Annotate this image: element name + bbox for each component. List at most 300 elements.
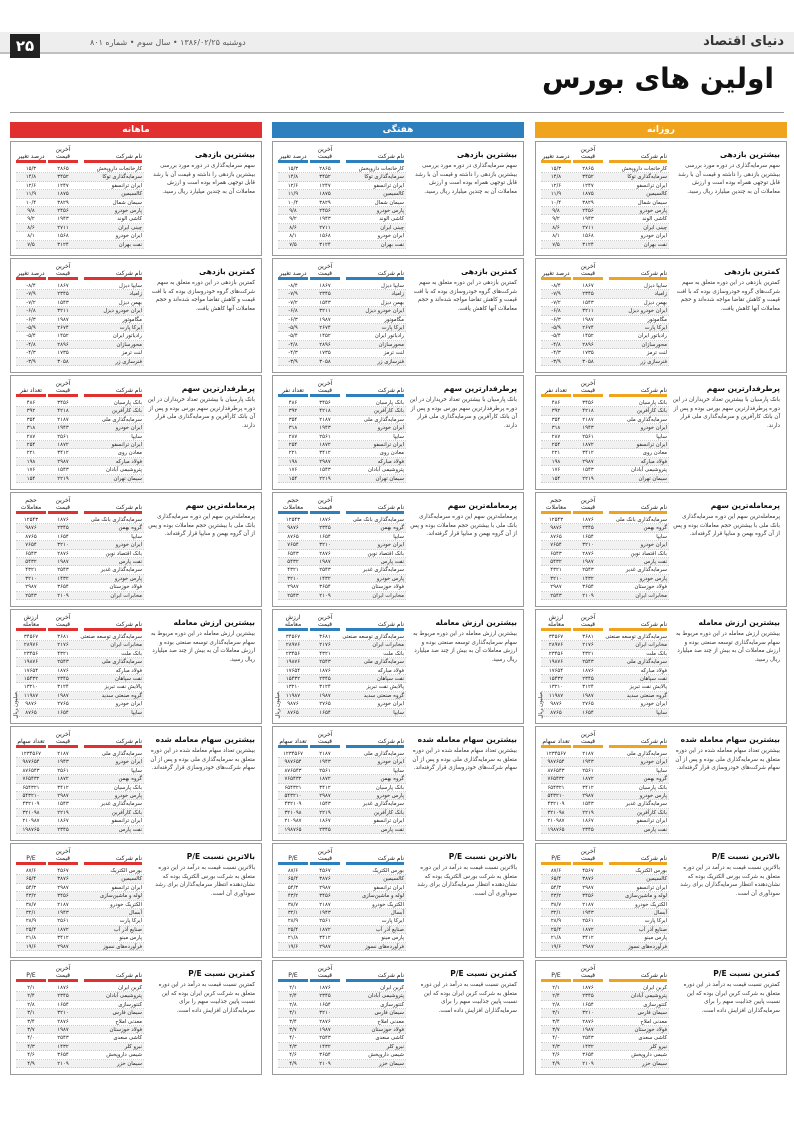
table-cell: ۱۴۳۲	[319, 1043, 331, 1050]
column-label: آخرین قیمت	[310, 848, 340, 865]
table-cell: ۱۹/۶	[550, 943, 562, 950]
table-cell: ایران خودرو	[377, 701, 404, 708]
table-cell: -۳/۹	[26, 358, 36, 365]
section-body: کمترین بازدهی در این دوره متعلق به سهم شرکت‌های گروه خودروسازی بوده که با افت قیمت و کاهش تقاضا مواجه شده‌اند و حجم معاملات آنها کاهش یافت.	[413, 280, 517, 312]
stat-table	[541, 263, 669, 366]
table-cell: ۶۵۴۳	[287, 550, 299, 557]
table-cell: ۸۷۶۵	[25, 533, 37, 540]
column-label: آخرین قیمت	[48, 263, 78, 280]
table-cell: مخابرات ایران	[372, 592, 404, 599]
table-cell: ۲۳۴۵	[57, 993, 69, 1000]
stat-card	[10, 609, 262, 724]
unit-note: میلیون ریال	[538, 692, 544, 719]
table-cell: ۷۶۵۴	[550, 542, 562, 549]
table-cell: ۲۸۶۵	[319, 166, 331, 172]
table-cell: بانک اقتصاد نوین	[630, 550, 667, 557]
stat-card	[272, 141, 524, 256]
table-cell: ۱۹۴۳	[319, 425, 331, 432]
table-cell: معدنی املاح	[377, 1018, 404, 1025]
table-cell: سیمان شمال	[112, 199, 142, 206]
table-cell: ۳/۷	[27, 1026, 35, 1033]
table-cell: ۲۱۸۷	[319, 751, 331, 757]
table-cell: ۲۹۸۷	[319, 792, 331, 799]
table-cell: پارس مینو	[381, 935, 404, 942]
table-cell: ۳۲۱۰۹۸	[284, 809, 302, 816]
table-cell: ۲۱۰۹	[57, 592, 69, 599]
table-header	[16, 848, 144, 867]
table-cell: سیمان شمال	[374, 199, 404, 206]
table-cell: ۲/۸	[27, 1001, 35, 1008]
table-cell: -۶/۸	[288, 308, 298, 315]
table-row	[541, 575, 669, 583]
table-row	[541, 416, 669, 424]
table-row	[541, 466, 669, 474]
column-label: تعداد سهام	[541, 738, 571, 748]
section-title: بیشترین بازدهی	[195, 150, 255, 159]
table-cell: ۳/۱	[27, 1010, 35, 1017]
table-row	[278, 575, 406, 583]
table-row	[278, 441, 406, 449]
table-cell: ۱۴/۸	[550, 174, 562, 181]
table-row	[541, 800, 669, 808]
table-cell: ۸۷/۶	[287, 868, 299, 874]
column-1	[535, 122, 787, 1122]
table-cell: ۱۱/۹	[550, 191, 562, 198]
table-cell: سیمان تهران	[113, 475, 142, 482]
table-cell: ۱۲۵۴۳	[23, 517, 39, 523]
table-cell: ۳۱۲۴	[57, 684, 69, 691]
table-cell: ۴۳۲۱	[25, 567, 37, 574]
table-row	[16, 458, 144, 466]
table-cell: بورس الکتریک	[372, 868, 404, 874]
table-cell: ۲۵۴	[26, 441, 36, 448]
column-label: حجم معاملات	[541, 497, 571, 514]
table-row	[278, 700, 406, 708]
stat-table	[278, 497, 406, 600]
table-cell: ۲۱۰۹	[319, 1060, 331, 1067]
table-cell: ۹/۸	[289, 207, 297, 214]
section-title: بیشترین بازدهی	[720, 150, 780, 159]
table-row	[16, 1060, 144, 1068]
table-header	[16, 146, 144, 165]
table-cell: ۲۵۶۱	[582, 433, 594, 440]
table-cell: ۱۹۴۳	[57, 909, 69, 916]
section-body: سهم سرمایه‌گذاری در دوره مورد بررسی بیشترین بازدهی را داشته و قیمت آن با رشد قابل توجهی همراه بوده است و ارزش معاملات آن به چندین میلیارد ریال رسید.	[678, 163, 780, 195]
table-cell: سرمایه‌گذاری ملی	[363, 416, 404, 423]
section-description	[409, 735, 517, 773]
table-cell: ۲۳۴۵	[319, 525, 331, 532]
table-cell: ۱۵۶۸	[57, 233, 69, 240]
table-cell: سیمان خزر	[378, 1060, 404, 1067]
column-label: ارزش معامله	[16, 614, 46, 631]
table-row	[16, 541, 144, 549]
table-cell: ۴۵۶۷	[57, 868, 69, 874]
table-cell: ۱۵۴۳۲	[23, 675, 39, 682]
table-cell: ۲۵۶۱	[582, 918, 594, 925]
table-cell: بانک کارآفرین	[373, 408, 404, 415]
table-cell: ۲۹۸۷	[25, 584, 37, 591]
table-cell: گروه بهمن	[643, 525, 667, 532]
section-description	[672, 267, 780, 313]
table-cell: نفت بهران	[118, 241, 142, 248]
table-cell: ۸۷۶۵	[287, 533, 299, 540]
table-row	[16, 934, 144, 942]
table-cell: ۲۸۷	[551, 433, 561, 440]
table-cell: ایران ترانسفو	[373, 182, 404, 189]
table-cell: ۴/۳	[552, 1043, 560, 1050]
table-row	[16, 633, 144, 641]
table-cell: ۵۴۳۲	[25, 558, 37, 565]
table-row	[16, 817, 144, 825]
table-row	[278, 1051, 406, 1059]
table-header	[278, 848, 406, 867]
column-label: تعداد سهام	[278, 738, 308, 748]
stat-card	[535, 843, 787, 958]
table-cell: پتروشیمی آبادان	[367, 993, 404, 1000]
table-cell: ایران ترانسفو	[636, 818, 667, 825]
table-row	[16, 658, 144, 666]
table-cell: نفت پارس	[643, 558, 667, 565]
table-cell: ۹۸۷۶	[287, 701, 299, 708]
table-row	[278, 524, 406, 532]
table-cell: ۳۲۱۱	[582, 308, 594, 315]
table-row	[278, 658, 406, 666]
table-cell: ایرکا پارت	[119, 324, 142, 331]
table-cell: ۳۲۱۰	[319, 542, 331, 549]
table-cell: مگاموتور	[122, 316, 142, 323]
table-cell: ۱۸۷۶	[319, 985, 331, 991]
table-cell: ۲۲۱	[26, 450, 36, 457]
stat-table	[16, 497, 144, 600]
section-body: سهم سرمایه‌گذاری در دوره مورد بررسی بیشترین بازدهی را داشته و قیمت آن با رشد قابل توجهی همراه بوده است و ارزش معاملات آن به چندین میلیارد ریال رسید.	[153, 163, 255, 195]
table-cell: ۱۹۸	[551, 458, 561, 465]
table-row	[541, 641, 669, 649]
table-cell: سرمایه‌گذاری غدیر	[625, 567, 667, 574]
section-body: سهم سرمایه‌گذاری در دوره مورد بررسی بیشترین بازدهی را داشته و قیمت آن با رشد قابل توجهی همراه بوده است و ارزش معاملات آن به چندین میلیارد ریال رسید.	[415, 163, 517, 195]
table-cell: فنرسازی زر	[640, 358, 667, 365]
table-cell: ۳۴۵۶۷	[23, 634, 39, 640]
table-cell: ۷/۵	[552, 241, 560, 248]
table-row	[16, 424, 144, 432]
column-label: نام شرکت	[84, 621, 142, 631]
table-cell: ۱۱۹۸۷	[285, 692, 301, 699]
table-row	[278, 784, 406, 792]
table-row	[278, 399, 406, 407]
table-cell: ۵۴/۳	[550, 884, 562, 891]
table-cell: ایران خودرو	[115, 759, 142, 766]
table-cell: ۱۸۷۲	[319, 776, 331, 783]
table-cell: ۱۸۷۲	[319, 441, 331, 448]
stat-table	[278, 263, 406, 366]
column-label: P/E	[16, 855, 46, 865]
table-cell: ایران ترانسفو	[111, 441, 142, 448]
stat-table	[541, 848, 669, 951]
table-cell: لنت ترمز	[121, 350, 142, 357]
table-row	[16, 901, 144, 909]
table-cell: نفت پارس	[118, 558, 142, 565]
table-header	[16, 263, 144, 282]
stat-table	[16, 848, 144, 951]
table-cell: ۲۸۹۶	[57, 341, 69, 348]
table-cell: فنرسازی زر	[377, 358, 404, 365]
table-row	[278, 1018, 406, 1026]
table-header	[278, 731, 406, 750]
table-cell: فولاد مبارکه	[377, 667, 404, 674]
table-cell: ۲۸۶۵	[582, 166, 594, 172]
table-cell: ۳۱۲۴	[582, 241, 594, 248]
table-row	[278, 750, 406, 758]
table-cell: ۳۸۲۹	[582, 199, 594, 206]
column-label: آخرین قیمت	[48, 848, 78, 865]
table-row	[278, 349, 406, 357]
table-cell: چینی ایران	[118, 224, 142, 231]
table-row	[541, 943, 669, 951]
table-cell: ۲۵۴۳	[582, 659, 594, 666]
table-cell: پارس خودرو	[376, 792, 404, 799]
table-cell: ۲۴۵۶	[319, 207, 331, 214]
table-cell: ۳۰۵۸	[319, 358, 331, 365]
table-cell: ۳۱۲۴	[582, 684, 594, 691]
table-cell: ایران ترانسفو	[636, 441, 667, 448]
table-cell: ۲۶۷۴	[57, 324, 69, 331]
table-row	[278, 307, 406, 315]
table-cell: ۲۳۴۵	[582, 525, 594, 532]
section-title: بیشترین سهام معامله شده	[680, 735, 780, 744]
table-cell: کاشی سعدی	[375, 1035, 404, 1042]
table-row	[541, 566, 669, 574]
section-description	[147, 852, 255, 898]
section-title: کمترین نسبت P/E	[713, 969, 780, 978]
table-cell: ۵۴۳۲۱۰	[547, 792, 565, 799]
table-row	[541, 182, 669, 190]
column-label: درصد تغییر	[16, 270, 46, 280]
table-cell: فرآورده‌های نسوز	[628, 943, 667, 950]
table-cell: ۴/۶	[289, 1052, 297, 1059]
table-cell: ۳۲/۱	[25, 909, 37, 916]
table-cell: ایران خودرو	[640, 542, 667, 549]
section-title: پرمعامله‌ترین سهم	[185, 501, 255, 510]
stat-card	[272, 492, 524, 607]
table-cell: ۲۸/۹	[287, 918, 299, 925]
table-cell: ۱۷۶۵۴	[285, 667, 301, 674]
column-label: آخرین قیمت	[573, 614, 603, 631]
table-cell: -۵/۹	[26, 324, 36, 331]
table-row	[278, 992, 406, 1000]
table-cell: ۲۵۴۳	[319, 659, 331, 666]
table-cell: ۱۹/۶	[25, 943, 37, 950]
table-cell: ۱۲۵۴۳	[548, 517, 564, 523]
table-cell: ۳۹۲	[288, 408, 298, 415]
table-row	[16, 299, 144, 307]
table-cell: ۱۵/۳	[287, 166, 299, 172]
section-description	[147, 969, 255, 1015]
table-row	[16, 1026, 144, 1034]
table-cell: لوله و ماشین‌سازی	[624, 893, 667, 900]
table-row	[16, 190, 144, 198]
table-cell: ۳/۱	[289, 1010, 297, 1017]
table-cell: ۳۲۱۰۹۸	[22, 809, 40, 816]
table-cell: ۴۸۶	[551, 400, 561, 406]
table-cell: ۱۹۸۷	[57, 692, 69, 699]
table-cell: -۷/۲	[288, 299, 298, 306]
table-cell: ایران خودرو	[377, 542, 404, 549]
table-cell: سرمایه‌گذاری ملی	[626, 751, 667, 757]
column-label: P/E	[278, 972, 308, 982]
table-cell: ایران ترانسفو	[373, 884, 404, 891]
table-cell: ۴/۶	[27, 1052, 35, 1059]
table-cell: ۴۳۲۱	[57, 650, 69, 657]
table-cell: سرمایه‌گذاری بانک ملی	[352, 517, 404, 523]
table-row	[541, 458, 669, 466]
table-cell: سرمایه‌گذاری ملی	[363, 751, 404, 757]
table-cell: ۱۹۸	[288, 458, 298, 465]
table-row	[278, 407, 406, 415]
table-cell: کالسیمین	[383, 191, 404, 198]
stat-table	[541, 965, 669, 1068]
table-row	[541, 341, 669, 349]
table-cell: ۱۱۹۸۷	[548, 692, 564, 699]
table-cell: گروه بهمن	[118, 776, 142, 783]
table-cell: ۱۹۴۳	[57, 759, 69, 766]
table-row	[541, 700, 669, 708]
table-row	[278, 550, 406, 558]
table-row	[278, 1043, 406, 1051]
table-cell: بانک ملت	[646, 650, 667, 657]
table-cell: ۱۵۴	[551, 475, 561, 482]
stat-card	[272, 726, 524, 841]
column-label: درصد تغییر	[541, 153, 571, 163]
table-row	[278, 1060, 406, 1068]
section-title: بیشترین ارزش معامله	[698, 618, 780, 627]
table-cell: سایپا دیزل	[643, 283, 667, 289]
table-cell: زامیاد	[654, 291, 667, 298]
table-row	[16, 1034, 144, 1042]
column-label: P/E	[278, 855, 308, 865]
section-body: پرمعامله‌ترین سهم این دوره سرمایه‌گذاری بانک ملی با بیشترین حجم معاملات بوده و پس از آن گروه بهمن و سایپا قرار گرفته‌اند.	[410, 514, 517, 537]
table-cell: -۷/۹	[551, 291, 561, 298]
table-cell: ۱۱۹۸۷	[23, 692, 39, 699]
table-cell: ایران خودرو	[377, 233, 404, 240]
table-cell: ۳۱۲۴	[319, 241, 331, 248]
table-cell: ۱۷۶	[551, 467, 561, 474]
table-cell: ۲۸۹۶	[319, 341, 331, 348]
table-cell: ۳۴۱۲	[319, 935, 331, 942]
table-row	[541, 884, 669, 892]
table-row	[541, 424, 669, 432]
table-cell: پتروشیمی آبادان	[367, 467, 404, 474]
table-cell: ۳۲۱۰	[582, 1010, 594, 1017]
column-label: آخرین قیمت	[310, 263, 340, 280]
table-row	[541, 207, 669, 215]
table-cell: سرمایه‌گذاری بانک ملی	[90, 517, 142, 523]
table-cell: ۱۸۷۶	[57, 985, 69, 991]
table-cell: ایران خودرو	[640, 425, 667, 432]
column-label: نام شرکت	[346, 387, 404, 397]
table-row	[278, 826, 406, 834]
table-row	[541, 934, 669, 942]
table-row	[16, 224, 144, 232]
table-cell: ایرکا پارت	[381, 324, 404, 331]
column-label: درصد تغییر	[541, 270, 571, 280]
table-row	[541, 683, 669, 691]
table-row	[278, 884, 406, 892]
table-cell: ۳۹۲	[551, 408, 561, 415]
section-description	[672, 384, 780, 430]
table-cell: ۱۷۳۵	[319, 350, 331, 357]
column-label: ارزش معامله	[278, 614, 308, 631]
table-cell: ۴/۹	[552, 1060, 560, 1067]
table-row	[16, 433, 144, 441]
table-cell: ۲۸۹۷۶	[285, 642, 301, 649]
table-cell: محورسازان	[116, 341, 142, 348]
table-cell: ۱۷۳۵	[582, 350, 594, 357]
table-cell: ۱۶۵۴	[319, 709, 331, 716]
table-cell: ۲۲۱۹	[582, 475, 594, 482]
table-cell: ۳۴۵۶	[319, 893, 331, 900]
table-row	[541, 1001, 669, 1009]
table-row	[541, 750, 669, 758]
table-cell: کالسیمین	[383, 876, 404, 883]
table-row	[278, 232, 406, 240]
table-cell: ۳۰۵۸	[582, 358, 594, 365]
stat-table	[16, 731, 144, 834]
column-label: نام شرکت	[346, 855, 404, 865]
table-row	[16, 182, 144, 190]
table-cell: نفت سپاهان	[115, 675, 142, 682]
table-cell: ۱۶۵۴	[319, 533, 331, 540]
table-cell: صنایع آذر آب	[375, 926, 404, 933]
table-cell: رادیاتور ایران	[374, 333, 404, 340]
section-description	[147, 501, 255, 539]
table-cell: ۹۸۷۶	[25, 525, 37, 532]
table-cell: صنایع آذر آب	[113, 926, 142, 933]
table-row	[541, 1051, 669, 1059]
table-cell: کاشی الوند	[642, 216, 667, 223]
table-row	[16, 709, 144, 717]
table-row	[541, 758, 669, 766]
section-title: بیشترین ارزش معامله	[435, 618, 517, 627]
stat-card	[272, 960, 524, 1075]
table-header	[541, 848, 669, 867]
table-cell: ۲۵۶۱	[319, 918, 331, 925]
table-cell: ۱۸۷۵	[582, 191, 594, 198]
table-cell: ۴۵۶۷	[319, 868, 331, 874]
stat-table	[16, 614, 144, 717]
table-cell: ۷۶۵۴	[287, 542, 299, 549]
section-title: کمترین بازدهی	[199, 267, 255, 276]
unit-note: میلیون ریال	[275, 692, 281, 719]
table-cell: سیمان فارس	[637, 1010, 667, 1017]
table-row	[541, 1018, 669, 1026]
table-row	[541, 290, 669, 298]
table-cell: ایران خودرو دیزل	[628, 308, 667, 315]
stat-card	[10, 258, 262, 373]
table-row	[16, 943, 144, 951]
table-row	[541, 550, 669, 558]
table-cell: ۳۲۱۱	[57, 308, 69, 315]
section-body: بیشترین ارزش معامله در این دوره مربوط به سهام سرمایه‌گذاری توسعه صنعتی بوده و ارزش معاملات آن به بیش از چند صد میلیارد ریال رسید.	[151, 631, 255, 663]
table-cell: ۱۹۸۷۶	[285, 659, 301, 666]
table-cell: ۸/۶	[289, 224, 297, 231]
column-label: تعداد سهام	[16, 738, 46, 748]
table-row	[16, 399, 144, 407]
table-cell: ۱۲/۶	[25, 182, 37, 189]
table-cell: ۲۲۱	[288, 450, 298, 457]
table-cell: ۱۹۴۳	[582, 425, 594, 432]
table-cell: ۲۱۷۶	[319, 642, 331, 649]
table-cell: ۲۵۴۳	[319, 567, 331, 574]
column-label: آخرین قیمت	[573, 263, 603, 280]
